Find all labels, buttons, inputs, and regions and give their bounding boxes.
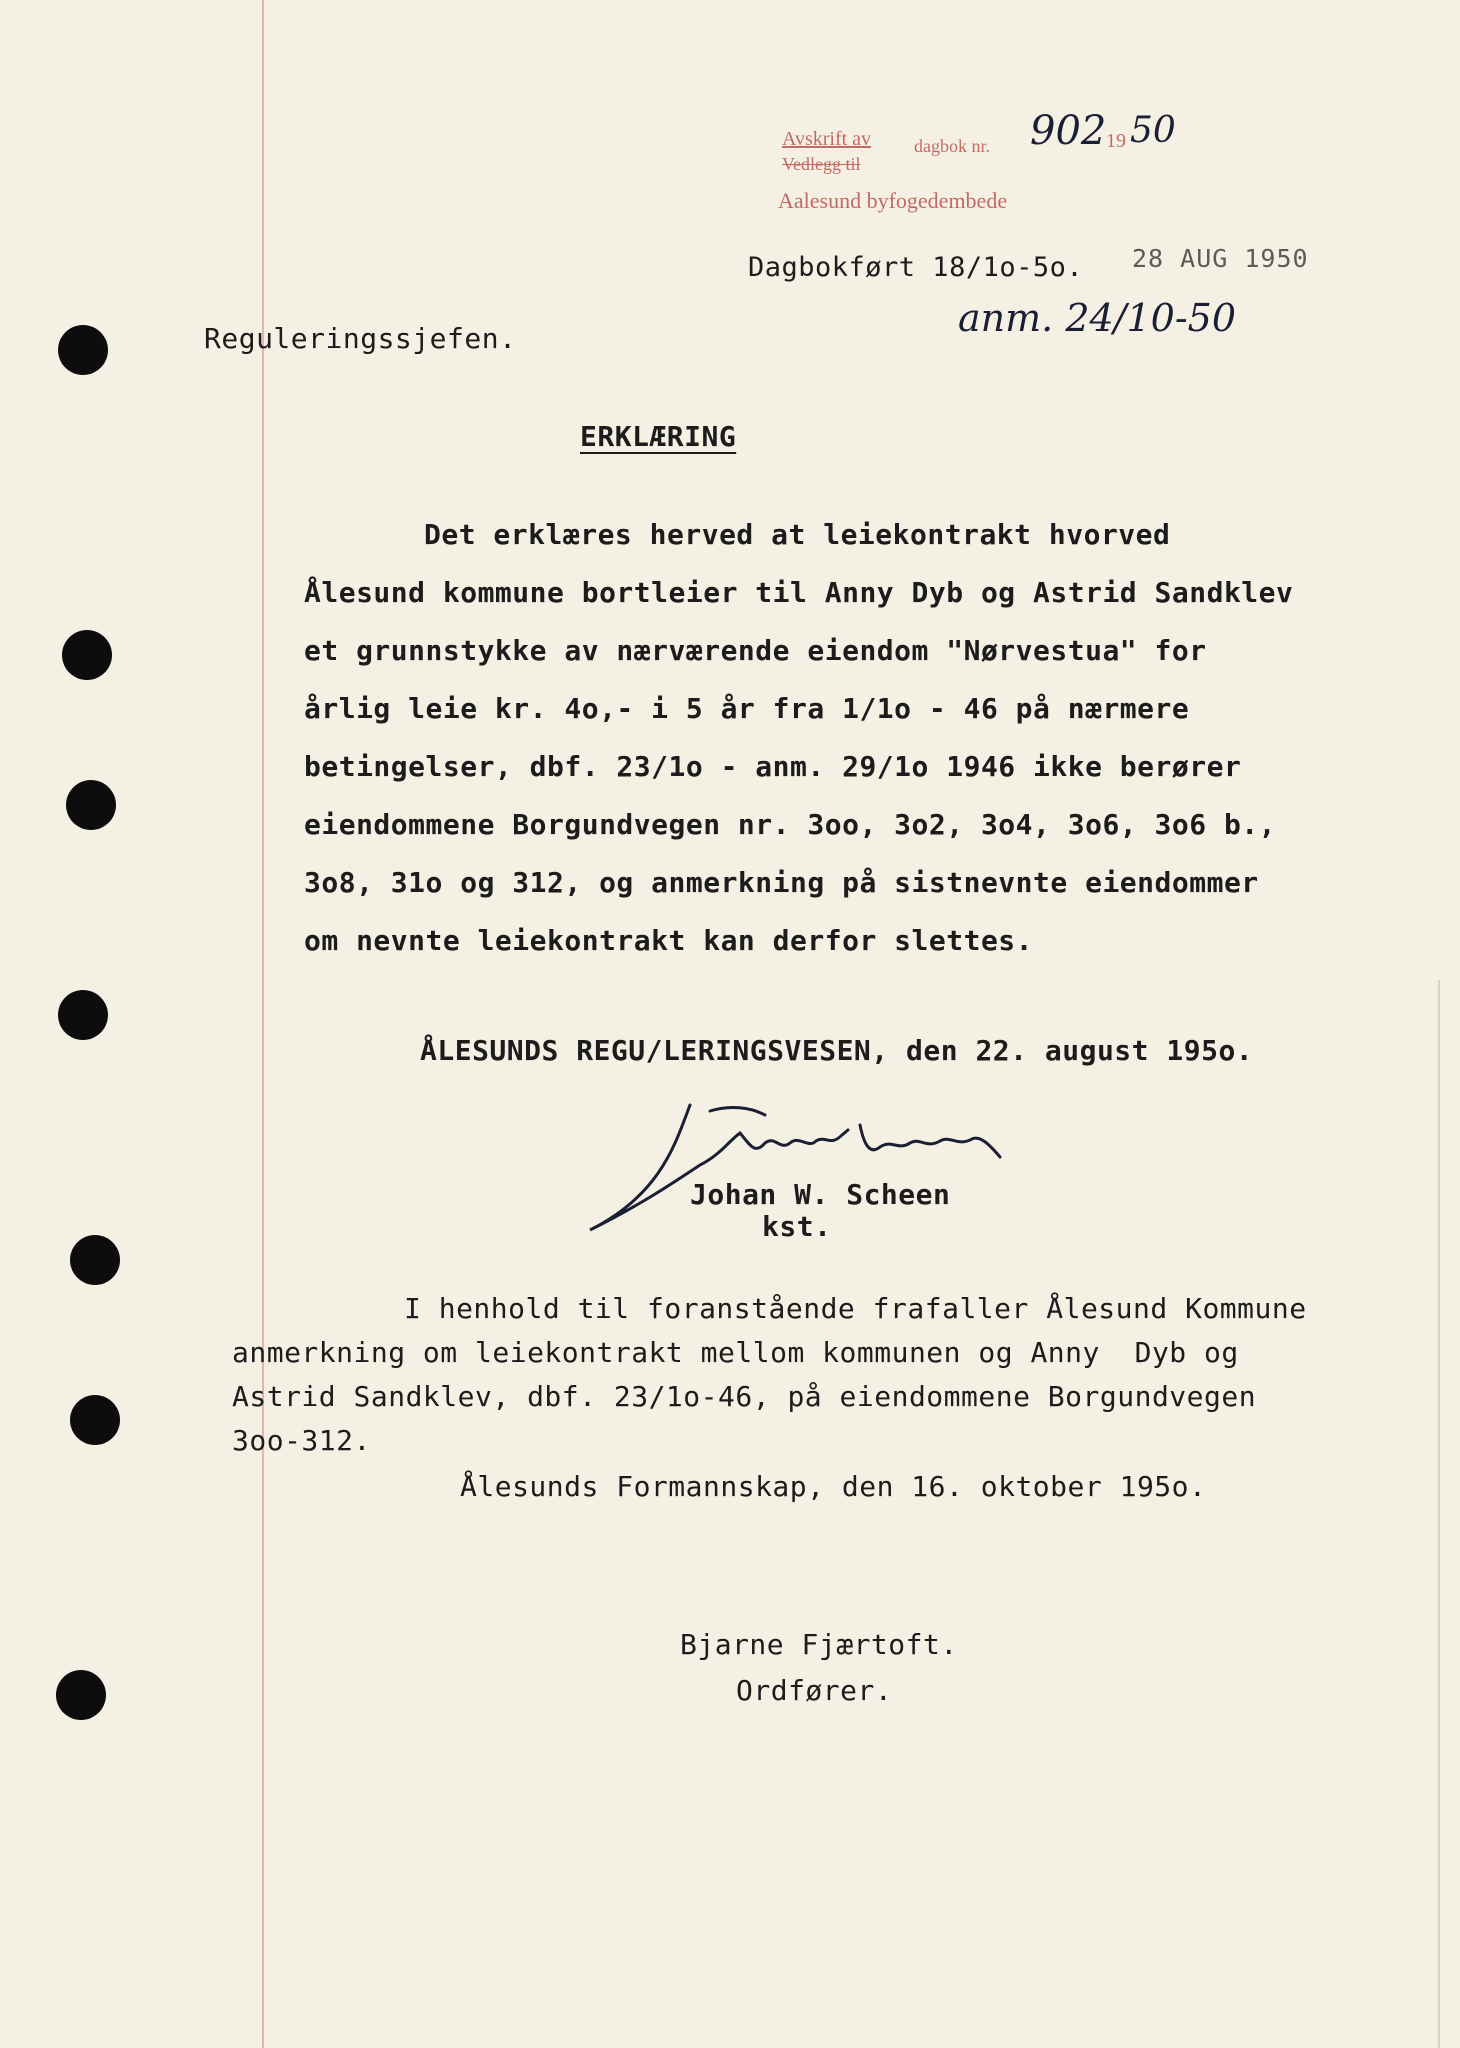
punch-hole [66, 780, 116, 830]
punch-hole [62, 630, 112, 680]
body-line: årlig leie kr. 4o,- i 5 år fra 1/1o - 46 på nærmere [304, 692, 1190, 725]
statement-line: 3oo-312. [232, 1424, 371, 1457]
statement-line: Astrid Sandklev, dbf. 23/1o-46, på eiendommene Borgundvegen [232, 1380, 1257, 1413]
stamp-dagbok-label: dagbok nr. [914, 136, 990, 156]
dagbok-number: 902 [1030, 108, 1107, 154]
body-line: om nevnte leiekontrakt kan derfor slettes. [304, 924, 1034, 957]
body-line: 3o8, 31o og 312, og anmerkning på sistnevnte eiendommer [304, 866, 1259, 899]
punch-hole [70, 1235, 120, 1285]
stamp-year-prefix: 19 [1106, 130, 1126, 152]
stamp-year-suffix: 50 [1130, 110, 1176, 151]
body-line: eiendommene Borgundvegen nr. 3oo, 3o2, 3o4, 3o6, 3o6 b., [304, 808, 1277, 841]
place-date-regulering: ÅLESUNDS REGU/LERINGSVESEN, den 22. august 195o. [420, 1034, 1254, 1067]
punch-hole [58, 990, 108, 1040]
punch-hole [56, 1670, 106, 1720]
margin-rule [262, 0, 264, 2048]
dagbokfort-note: Dagbokført 18/1o-5o. [748, 252, 1084, 283]
statement-line: anmerkning om leiekontrakt mellom kommunen og Anny Dyb og [232, 1336, 1239, 1369]
body-line: Det erklæres herved at leiekontrakt hvorved [424, 518, 1171, 551]
stamp-avskrift-label: Avskrift av [782, 128, 872, 150]
signatory-title-1: kst. [762, 1210, 832, 1243]
page-edge [1438, 980, 1440, 2048]
recipient: Reguleringssjefen. [204, 322, 517, 355]
received-date-stamp: 28 AUG 1950 [1132, 244, 1309, 273]
stamp-office-label: Aalesund byfogedembede [778, 188, 1008, 213]
signatory-name-2: Bjarne Fjærtoft. [680, 1628, 958, 1661]
signatory-title-2: Ordfører. [736, 1674, 893, 1707]
body-line: et grunnstykke av nærværende eiendom "Nørvestua" for [304, 634, 1207, 667]
place-date-formannskap: Ålesunds Formannskap, den 16. oktober 195o. [460, 1470, 1207, 1503]
body-line: Ålesund kommune bortleier til Anny Dyb og Astrid Sandklev [304, 576, 1294, 609]
annotation-note: anm. 24/10-50 [958, 296, 1237, 340]
body-line: betingelser, dbf. 23/1o - anm. 29/1o 1946 ikke berører [304, 750, 1242, 783]
punch-hole [58, 325, 108, 375]
document-title: ERKLÆRING [580, 420, 737, 453]
stamp-vedlegg-label: Vedlegg til [782, 154, 861, 174]
punch-hole [70, 1395, 120, 1445]
statement-line: I henhold til foranstående frafaller Ålesund Kommune [404, 1292, 1307, 1325]
signatory-name-1: Johan W. Scheen [690, 1178, 951, 1211]
